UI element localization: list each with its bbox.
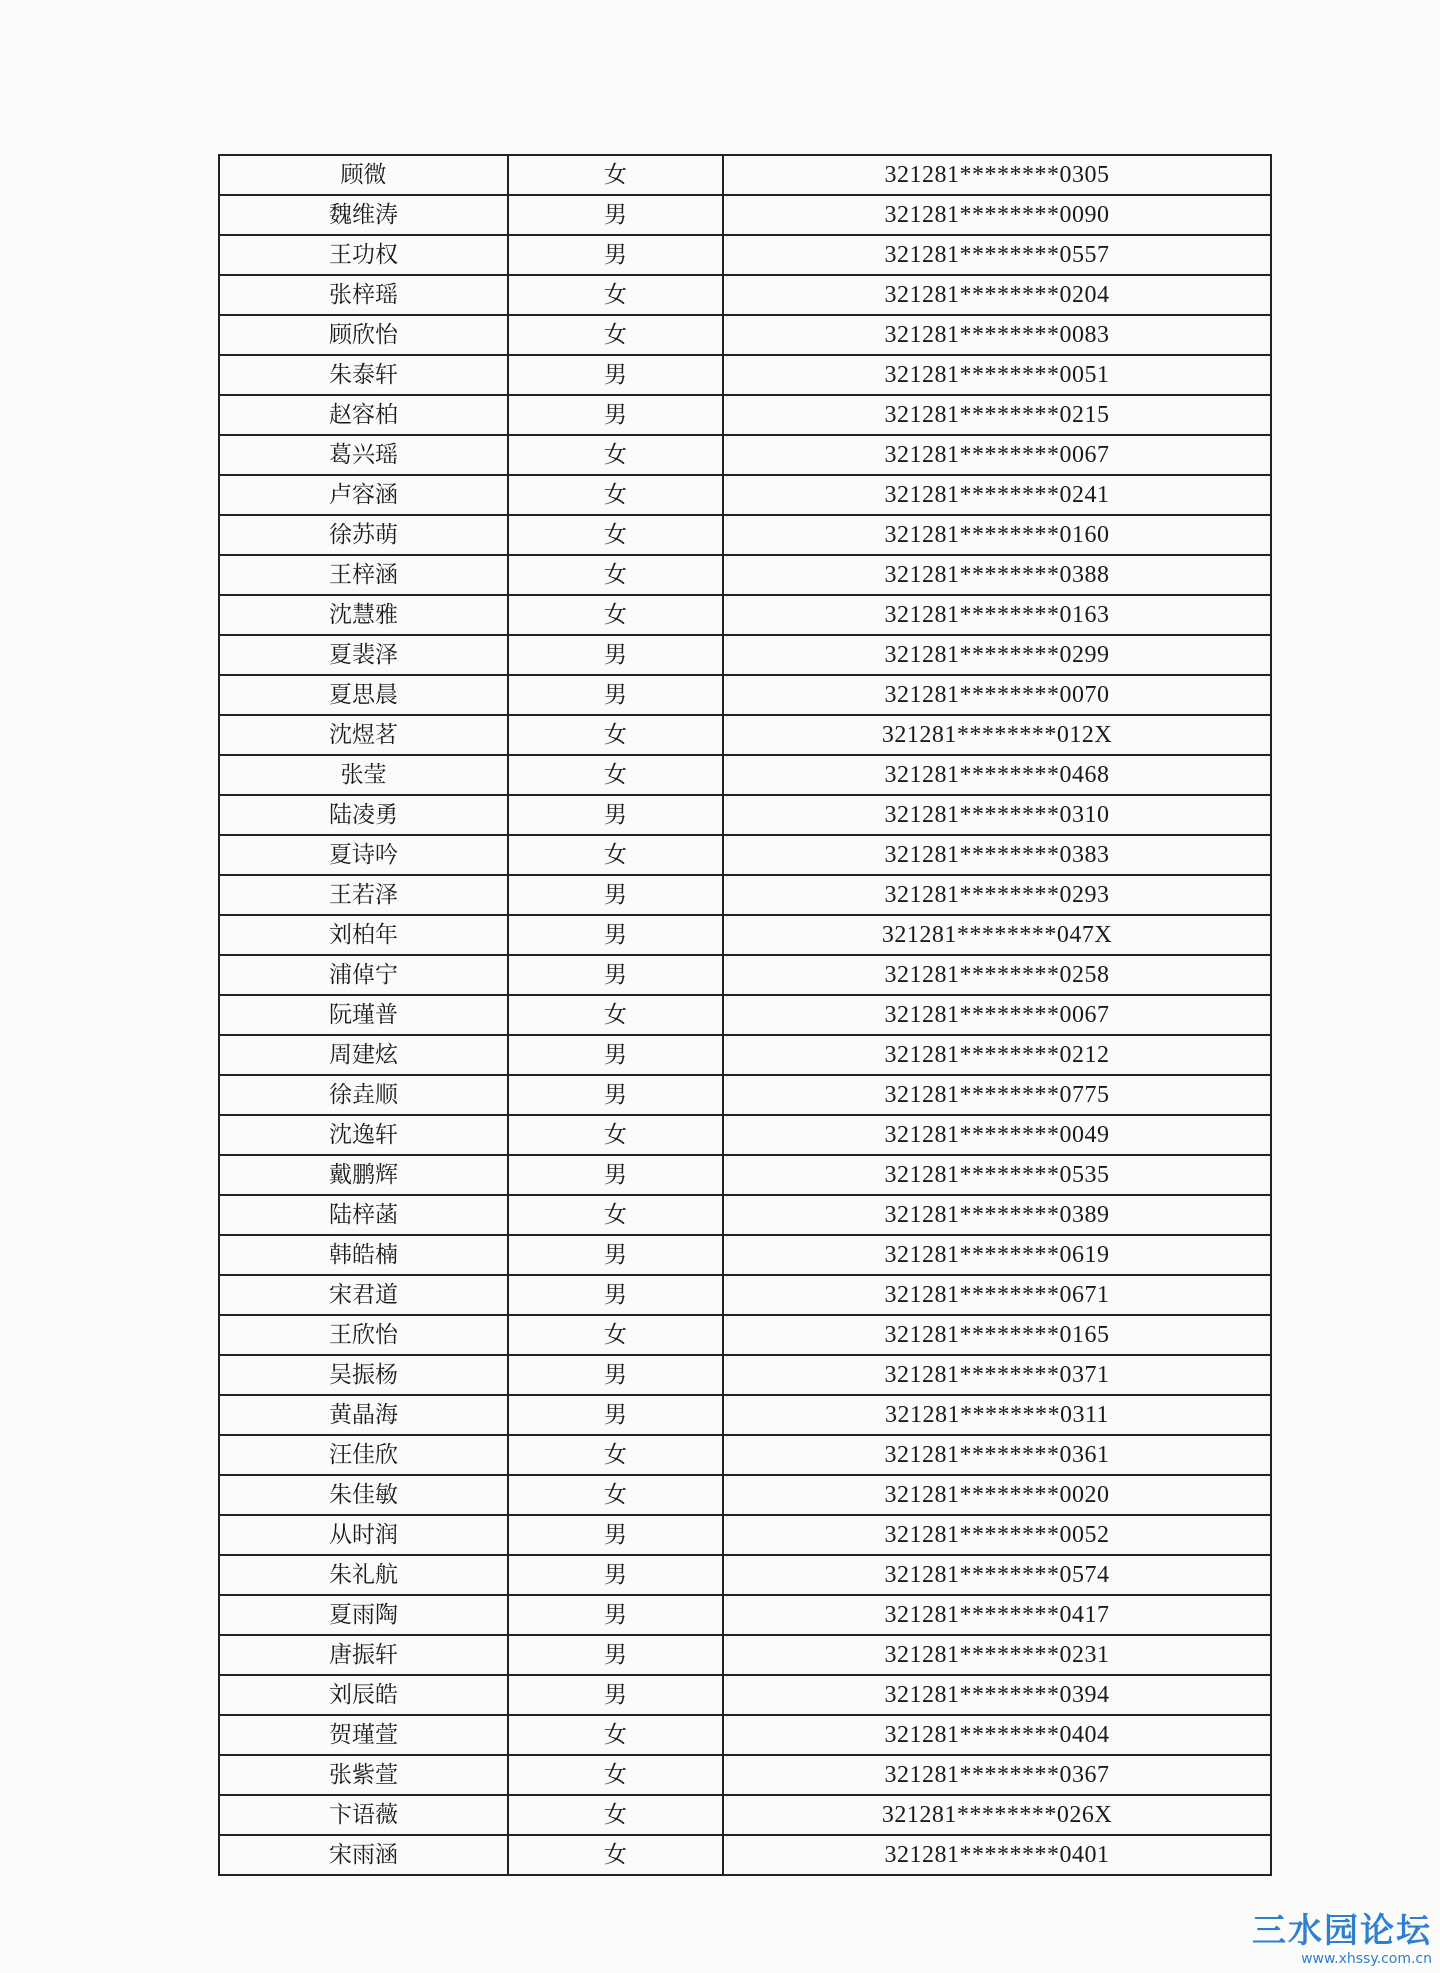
table-row xyxy=(219,1555,1271,1595)
name-cell: 徐垚顺 xyxy=(219,1075,508,1115)
id-number-cell: 321281********0305 xyxy=(723,155,1271,195)
table-row xyxy=(219,1675,1271,1715)
table-row xyxy=(219,1355,1271,1395)
name-cell: 贺瑾萱 xyxy=(219,1715,508,1755)
gender-cell: 女 xyxy=(508,315,723,355)
name-cell: 顾欣怡 xyxy=(219,315,508,355)
name-cell: 夏雨陶 xyxy=(219,1595,508,1635)
name-cell: 朱泰轩 xyxy=(219,355,508,395)
table-row xyxy=(219,1435,1271,1475)
table-row xyxy=(219,1035,1271,1075)
table-row xyxy=(219,355,1271,395)
name-cell: 卢容涵 xyxy=(219,475,508,515)
gender-cell: 男 xyxy=(508,955,723,995)
id-number-cell: 321281********0090 xyxy=(723,195,1271,235)
gender-cell: 男 xyxy=(508,235,723,275)
id-number-cell: 321281********0051 xyxy=(723,355,1271,395)
gender-cell: 女 xyxy=(508,155,723,195)
watermark-title: 三水园论坛 xyxy=(1252,1911,1432,1951)
name-cell: 陆梓菡 xyxy=(219,1195,508,1235)
gender-cell: 男 xyxy=(508,1555,723,1595)
table-row xyxy=(219,1395,1271,1435)
id-number-cell: 321281********012X xyxy=(723,715,1271,755)
table-row xyxy=(219,235,1271,275)
gender-cell: 男 xyxy=(508,1155,723,1195)
gender-cell: 男 xyxy=(508,915,723,955)
name-cell: 王欣怡 xyxy=(219,1315,508,1355)
name-cell: 顾微 xyxy=(219,155,508,195)
table-row xyxy=(219,1075,1271,1115)
gender-cell: 男 xyxy=(508,675,723,715)
name-cell: 沈逸轩 xyxy=(219,1115,508,1155)
table-row xyxy=(219,915,1271,955)
id-number-cell: 321281********0293 xyxy=(723,875,1271,915)
gender-cell: 男 xyxy=(508,795,723,835)
gender-cell: 男 xyxy=(508,1035,723,1075)
gender-cell: 男 xyxy=(508,1355,723,1395)
id-number-cell: 321281********0204 xyxy=(723,275,1271,315)
name-cell: 徐苏萌 xyxy=(219,515,508,555)
id-number-cell: 321281********0231 xyxy=(723,1635,1271,1675)
id-number-cell: 321281********0383 xyxy=(723,835,1271,875)
table-row xyxy=(219,1795,1271,1835)
table-row xyxy=(219,1115,1271,1155)
gender-cell: 男 xyxy=(508,1395,723,1435)
table-row xyxy=(219,795,1271,835)
name-cell: 王若泽 xyxy=(219,875,508,915)
table-row xyxy=(219,1475,1271,1515)
gender-cell: 女 xyxy=(508,1435,723,1475)
roster-table-body xyxy=(219,155,1271,1875)
table-row xyxy=(219,835,1271,875)
gender-cell: 女 xyxy=(508,1475,723,1515)
roster-table xyxy=(218,154,1272,1876)
id-number-cell: 321281********0052 xyxy=(723,1515,1271,1555)
table-row xyxy=(219,1235,1271,1275)
table-row xyxy=(219,875,1271,915)
id-number-cell: 321281********0067 xyxy=(723,995,1271,1035)
table-row xyxy=(219,555,1271,595)
table-row xyxy=(219,515,1271,555)
name-cell: 张莹 xyxy=(219,755,508,795)
table-row xyxy=(219,315,1271,355)
gender-cell: 女 xyxy=(508,1795,723,1835)
name-cell: 阮瑾普 xyxy=(219,995,508,1035)
id-number-cell: 321281********0775 xyxy=(723,1075,1271,1115)
gender-cell: 男 xyxy=(508,1275,723,1315)
name-cell: 沈慧雅 xyxy=(219,595,508,635)
name-cell: 赵容柏 xyxy=(219,395,508,435)
gender-cell: 女 xyxy=(508,515,723,555)
gender-cell: 女 xyxy=(508,1115,723,1155)
table-row xyxy=(219,475,1271,515)
table-row xyxy=(219,595,1271,635)
gender-cell: 女 xyxy=(508,555,723,595)
name-cell: 戴鹏辉 xyxy=(219,1155,508,1195)
id-number-cell: 321281********0361 xyxy=(723,1435,1271,1475)
name-cell: 夏思晨 xyxy=(219,675,508,715)
id-number-cell: 321281********0371 xyxy=(723,1355,1271,1395)
table-row xyxy=(219,1315,1271,1355)
table-row xyxy=(219,435,1271,475)
name-cell: 从时润 xyxy=(219,1515,508,1555)
id-number-cell: 321281********0212 xyxy=(723,1035,1271,1075)
id-number-cell: 321281********0389 xyxy=(723,1195,1271,1235)
watermark-url: www.xhssy.com.cn xyxy=(1301,1951,1432,1967)
table-row xyxy=(219,1635,1271,1675)
name-cell: 夏诗吟 xyxy=(219,835,508,875)
id-number-cell: 321281********0299 xyxy=(723,635,1271,675)
gender-cell: 男 xyxy=(508,395,723,435)
table-row xyxy=(219,1195,1271,1235)
id-number-cell: 321281********0557 xyxy=(723,235,1271,275)
name-cell: 魏维涛 xyxy=(219,195,508,235)
table-row xyxy=(219,1515,1271,1555)
name-cell: 汪佳欣 xyxy=(219,1435,508,1475)
name-cell: 黄晶海 xyxy=(219,1395,508,1435)
gender-cell: 女 xyxy=(508,475,723,515)
name-cell: 宋君道 xyxy=(219,1275,508,1315)
gender-cell: 男 xyxy=(508,875,723,915)
table-row xyxy=(219,195,1271,235)
id-number-cell: 321281********0388 xyxy=(723,555,1271,595)
name-cell: 吴振杨 xyxy=(219,1355,508,1395)
name-cell: 韩皓楠 xyxy=(219,1235,508,1275)
id-number-cell: 321281********0083 xyxy=(723,315,1271,355)
id-number-cell: 321281********0401 xyxy=(723,1835,1271,1875)
id-number-cell: 321281********026X xyxy=(723,1795,1271,1835)
gender-cell: 女 xyxy=(508,595,723,635)
id-number-cell: 321281********0070 xyxy=(723,675,1271,715)
table-row xyxy=(219,635,1271,675)
gender-cell: 男 xyxy=(508,1675,723,1715)
table-row xyxy=(219,395,1271,435)
table-row xyxy=(219,755,1271,795)
id-number-cell: 321281********0619 xyxy=(723,1235,1271,1275)
name-cell: 朱佳敏 xyxy=(219,1475,508,1515)
id-number-cell: 321281********0311 xyxy=(723,1395,1271,1435)
id-number-cell: 321281********0067 xyxy=(723,435,1271,475)
gender-cell: 男 xyxy=(508,1595,723,1635)
name-cell: 葛兴瑶 xyxy=(219,435,508,475)
table-row xyxy=(219,1835,1271,1875)
gender-cell: 女 xyxy=(508,1835,723,1875)
name-cell: 卞语薇 xyxy=(219,1795,508,1835)
gender-cell: 女 xyxy=(508,1715,723,1755)
id-number-cell: 321281********0417 xyxy=(723,1595,1271,1635)
id-number-cell: 321281********0671 xyxy=(723,1275,1271,1315)
id-number-cell: 321281********0404 xyxy=(723,1715,1271,1755)
name-cell: 刘辰皓 xyxy=(219,1675,508,1715)
gender-cell: 女 xyxy=(508,1195,723,1235)
gender-cell: 男 xyxy=(508,1635,723,1675)
table-row xyxy=(219,1275,1271,1315)
gender-cell: 男 xyxy=(508,1515,723,1555)
table-row xyxy=(219,995,1271,1035)
name-cell: 刘柏年 xyxy=(219,915,508,955)
name-cell: 张紫萱 xyxy=(219,1755,508,1795)
gender-cell: 女 xyxy=(508,1315,723,1355)
id-number-cell: 321281********0215 xyxy=(723,395,1271,435)
table-row xyxy=(219,1715,1271,1755)
table-row xyxy=(219,275,1271,315)
gender-cell: 男 xyxy=(508,355,723,395)
id-number-cell: 321281********0049 xyxy=(723,1115,1271,1155)
table-row xyxy=(219,675,1271,715)
table-row xyxy=(219,155,1271,195)
table-row xyxy=(219,1755,1271,1795)
gender-cell: 女 xyxy=(508,715,723,755)
id-number-cell: 321281********0468 xyxy=(723,755,1271,795)
gender-cell: 男 xyxy=(508,635,723,675)
id-number-cell: 321281********0258 xyxy=(723,955,1271,995)
table-row xyxy=(219,1595,1271,1635)
name-cell: 陆凌勇 xyxy=(219,795,508,835)
id-number-cell: 321281********047X xyxy=(723,915,1271,955)
name-cell: 王梓涵 xyxy=(219,555,508,595)
name-cell: 朱礼航 xyxy=(219,1555,508,1595)
id-number-cell: 321281********0160 xyxy=(723,515,1271,555)
gender-cell: 女 xyxy=(508,995,723,1035)
name-cell: 张梓瑶 xyxy=(219,275,508,315)
site-watermark xyxy=(1252,1911,1432,1967)
gender-cell: 女 xyxy=(508,1755,723,1795)
id-number-cell: 321281********0165 xyxy=(723,1315,1271,1355)
name-cell: 夏裴泽 xyxy=(219,635,508,675)
table-row xyxy=(219,1155,1271,1195)
id-number-cell: 321281********0535 xyxy=(723,1155,1271,1195)
gender-cell: 女 xyxy=(508,755,723,795)
gender-cell: 男 xyxy=(508,195,723,235)
gender-cell: 男 xyxy=(508,1235,723,1275)
name-cell: 浦倬宁 xyxy=(219,955,508,995)
gender-cell: 男 xyxy=(508,1075,723,1115)
id-number-cell: 321281********0574 xyxy=(723,1555,1271,1595)
gender-cell: 女 xyxy=(508,835,723,875)
id-number-cell: 321281********0310 xyxy=(723,795,1271,835)
table-row xyxy=(219,955,1271,995)
id-number-cell: 321281********0394 xyxy=(723,1675,1271,1715)
name-cell: 唐振轩 xyxy=(219,1635,508,1675)
id-number-cell: 321281********0367 xyxy=(723,1755,1271,1795)
id-number-cell: 321281********0241 xyxy=(723,475,1271,515)
name-cell: 王功权 xyxy=(219,235,508,275)
gender-cell: 女 xyxy=(508,435,723,475)
id-number-cell: 321281********0163 xyxy=(723,595,1271,635)
gender-cell: 女 xyxy=(508,275,723,315)
name-cell: 宋雨涵 xyxy=(219,1835,508,1875)
name-cell: 周建炫 xyxy=(219,1035,508,1075)
name-cell: 沈煜茗 xyxy=(219,715,508,755)
id-number-cell: 321281********0020 xyxy=(723,1475,1271,1515)
table-row xyxy=(219,715,1271,755)
